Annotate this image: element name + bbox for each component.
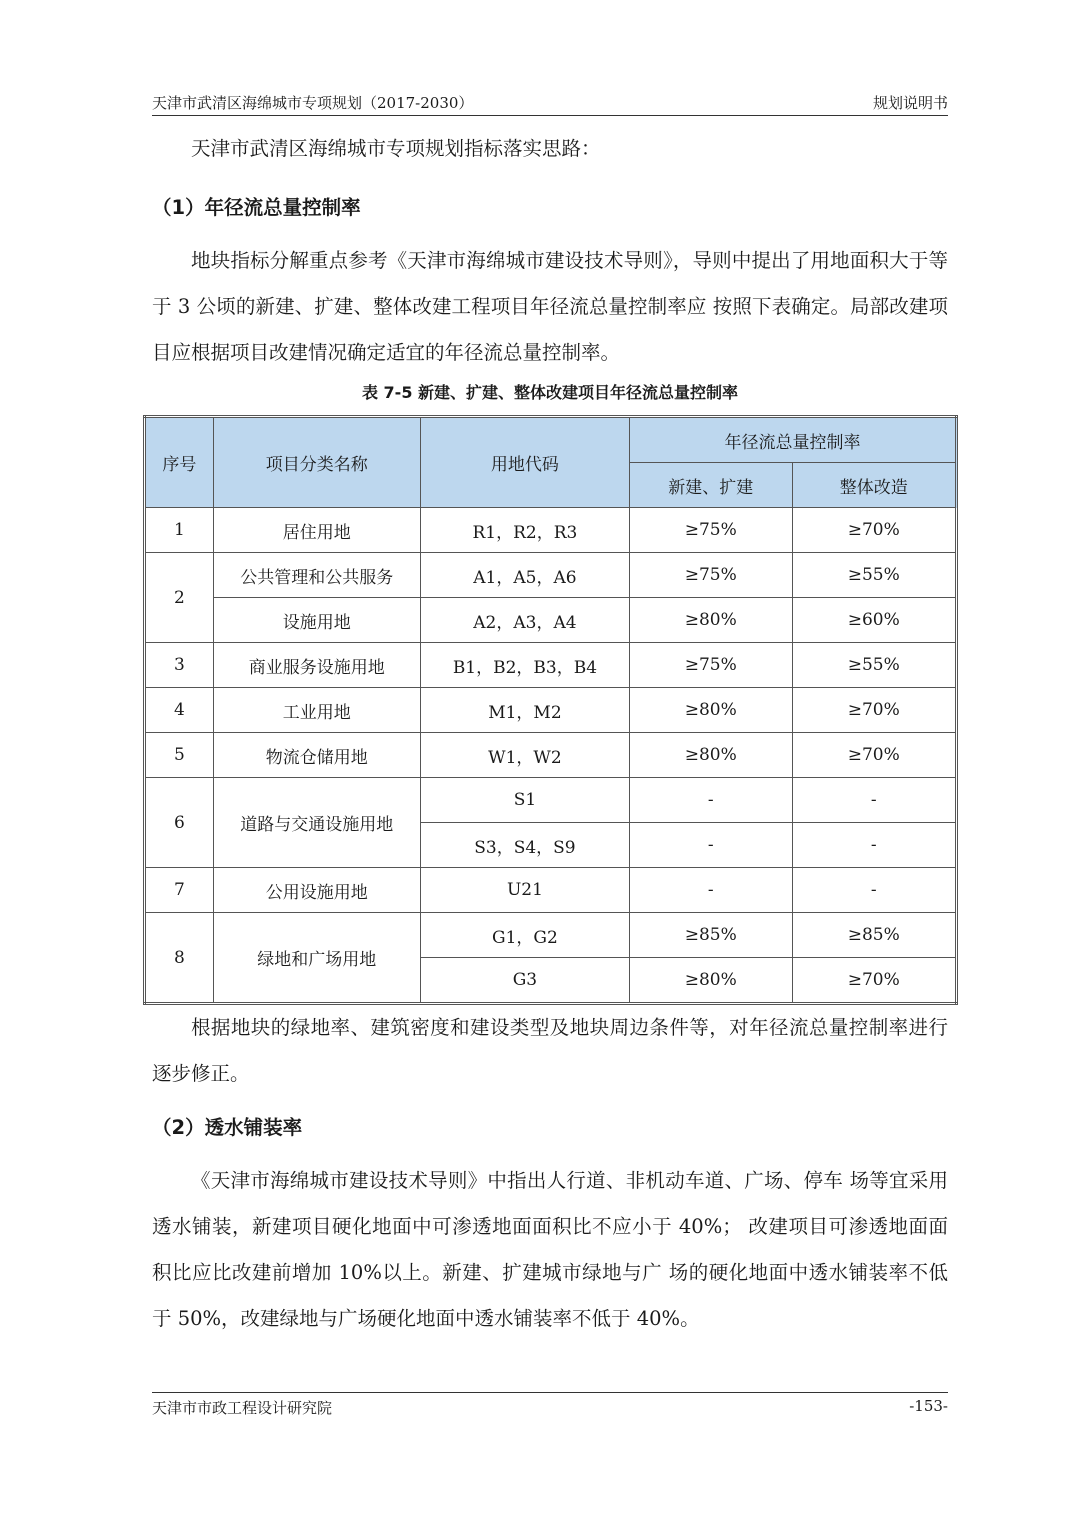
cell-code: A1，A5，A6: [420, 553, 629, 598]
table-row: [145, 868, 957, 913]
footer-rule: [152, 1392, 948, 1393]
cell-code: S1: [420, 778, 629, 823]
table-row: [145, 913, 957, 958]
table-row: [145, 598, 957, 643]
cell-name: 道路与交通设施用地: [213, 778, 420, 868]
header-no: 序号: [145, 417, 214, 508]
page-number: -153-: [909, 1397, 948, 1415]
intro-paragraph: 天津市武清区海绵城市专项规划指标落实思路：: [191, 137, 601, 160]
cell-new: ≥80%: [630, 958, 792, 1004]
cell-new: ≥75%: [630, 508, 792, 553]
cell-code: A2，A3，A4: [420, 598, 629, 643]
cell-code: B1，B2，B3，B4: [420, 643, 629, 688]
section-1-note: 根据地块的绿地率、建筑密度和建设类型及地块周边条件等，对年径流总量控制率进行逐步修正。: [152, 1016, 948, 1085]
cell-name-line2: 设施用地: [213, 598, 420, 643]
header-rule: [152, 115, 948, 116]
cell-rebuild: -: [792, 823, 957, 868]
section-2-paragraph: 《天津市海绵城市建设技术导则》中指出人行道、非机动车道、广场、停车 场等宜采用透水铺装，新建项目硬化地面中可渗透地面面积比不应小于 40%； 改建项目可渗透地面面积比应比改建前增加 10%以上。新建、扩建城市绿地与广 场的硬化地面中透水铺装率不低于 50%，改建绿地与广场硬化地面中透水铺装率不低于 40%。: [152, 1169, 948, 1330]
cell-code: M1，M2: [420, 688, 629, 733]
cell-code: S3，S4，S9: [420, 823, 629, 868]
cell-name: 公用设施用地: [213, 868, 420, 913]
cell-new: ≥85%: [630, 913, 792, 958]
cell-name: 物流仓储用地: [213, 733, 420, 778]
cell-new: -: [630, 823, 792, 868]
table-caption: 表 7-5 新建、扩建、整体改建项目年径流总量控制率: [361, 383, 739, 402]
cell-code: G3: [420, 958, 629, 1004]
cell-code: W1，W2: [420, 733, 629, 778]
cell-no: 3: [145, 643, 214, 688]
runoff-control-table: [143, 415, 958, 1005]
header-title: 天津市武清区海绵城市专项规划（2017-2030）: [152, 94, 474, 112]
cell-new: -: [630, 868, 792, 913]
cell-no: 5: [145, 733, 214, 778]
cell-code: U21: [420, 868, 629, 913]
cell-rebuild: ≥70%: [792, 508, 957, 553]
cell-no: 7: [145, 868, 214, 913]
header-doc-type: 规划说明书: [872, 94, 948, 112]
section-1-paragraph: 地块指标分解重点参考《天津市海绵城市建设技术导则》，导则中提出了用地面积大于等于 3 公顷的新建、扩建、整体改建工程项目年径流总量控制率应 按照下表确定。局部改建项目应根据项目改建情况确定适宜的年径流总量控制率。: [152, 249, 948, 364]
header-name: 项目分类名称: [213, 417, 420, 508]
cell-name-line1: 公共管理和公共服务: [213, 553, 420, 598]
cell-no: 4: [145, 688, 214, 733]
section-1-heading: （1）年径流总量控制率: [152, 196, 361, 219]
table-row: [145, 688, 957, 733]
cell-name: 工业用地: [213, 688, 420, 733]
cell-no: 8: [145, 913, 214, 1004]
cell-rebuild: ≥55%: [792, 553, 957, 598]
table-row: [145, 778, 957, 823]
cell-name: 商业服务设施用地: [213, 643, 420, 688]
cell-rebuild: ≥55%: [792, 643, 957, 688]
cell-name: 居住用地: [213, 508, 420, 553]
cell-rebuild: -: [792, 778, 957, 823]
section-2-heading: （2）透水铺装率: [152, 1116, 303, 1139]
header-rate: 年径流总量控制率: [630, 417, 957, 463]
cell-rebuild: ≥85%: [792, 913, 957, 958]
table-row: [145, 733, 957, 778]
header-code: 用地代码: [420, 417, 629, 508]
table-row: [145, 643, 957, 688]
cell-new: -: [630, 778, 792, 823]
cell-no: 6: [145, 778, 214, 868]
cell-rebuild: -: [792, 868, 957, 913]
table-header-row: [145, 417, 957, 463]
cell-rebuild: ≥70%: [792, 733, 957, 778]
cell-new: ≥80%: [630, 688, 792, 733]
cell-name: 绿地和广场用地: [213, 913, 420, 1004]
cell-rebuild: ≥70%: [792, 958, 957, 1004]
header-rebuild: 整体改造: [792, 463, 957, 508]
cell-rebuild: ≥60%: [792, 598, 957, 643]
cell-new: ≥80%: [630, 598, 792, 643]
table-row: [145, 508, 957, 553]
cell-no: 1: [145, 508, 214, 553]
footer-org: 天津市市政工程设计研究院: [152, 1399, 333, 1417]
table-row: [145, 553, 957, 598]
cell-no: 2: [145, 553, 214, 643]
cell-new: ≥80%: [630, 733, 792, 778]
cell-rebuild: ≥70%: [792, 688, 957, 733]
cell-new: ≥75%: [630, 643, 792, 688]
header-new: 新建、扩建: [630, 463, 792, 508]
cell-code: G1，G2: [420, 913, 629, 958]
page-header: [152, 92, 948, 116]
cell-new: ≥75%: [630, 553, 792, 598]
cell-code: R1，R2，R3: [420, 508, 629, 553]
